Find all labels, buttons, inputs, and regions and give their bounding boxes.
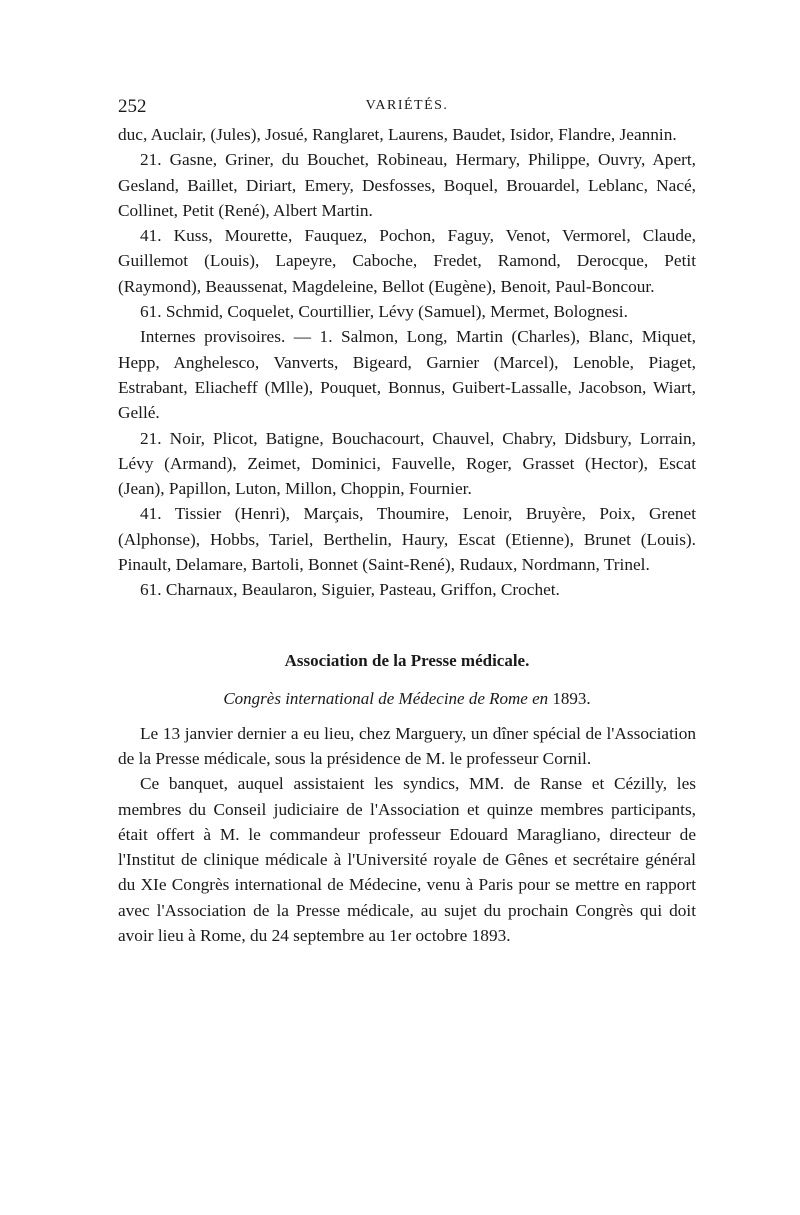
section-title: Association de la Presse médicale.	[284, 650, 530, 670]
press-association-section	[118, 649, 696, 949]
list-paragraph: 21. Noir, Plicot, Batigne, Bouchacourt, Chauvel, Chabry, Didsbury, Lorrain, Lévy (Armand), Zeimet, Dominici, Fauvelle, Roger, Grasset (Hector), Escat (Jean), Papillon, Luton, Millon, Choppin, Fournier.	[118, 428, 696, 499]
list-paragraph: 41. Kuss, Mourette, Fauquez, Pochon, Faguy, Venot, Vermorel, Claude, Guillemot (Louis), Lapeyre, Caboche, Fredet, Ramond, Derocque, Petit (Raymond), Beaussenat, Magdeleine, Bellot (Eugène), Benoit, Paul-Boncour.	[118, 226, 696, 296]
running-head	[118, 96, 696, 122]
list-paragraph: duc, Auclair, (Jules), Josué, Ranglaret, Laurens, Baudet, Isidor, Flandre, Jeannin.	[118, 125, 677, 144]
list-paragraph: 41. Tissier (Henri), Marçais, Thoumire, Lenoir, Bruyère, Poix, Grenet (Alphonse), Hobbs, Tariel, Berthelin, Haury, Escat (Etienne), Brunet (Louis). Pinault, Delamare, Bartoli, Bonnet (Saint-René), Rudaux, Nordmann, Trinel.	[118, 504, 696, 575]
list-paragraph: Internes provisoires. — 1. Salmon, Long, Martin (Charles), Blanc, Miquet, Hepp, Anghelesco, Vanverts, Bigeard, Garnier (Marcel), Lenoble, Piaget, Estrabant, Eliacheff (Mlle), Pouquet, Bonnus, Guibert-Lassalle, Jacobson, Wiart, Gellé.	[118, 327, 696, 423]
page-number: 252	[118, 96, 147, 117]
subtitle-text: Congrès international de Médecine de Rome en	[223, 688, 549, 708]
subtitle-year: 1893.	[552, 688, 591, 708]
section-subtitle	[118, 687, 696, 711]
list-paragraph: 61. Charnaux, Beaularon, Siguier, Pasteau, Griffon, Crochet.	[140, 580, 560, 600]
running-title: VARIÉTÉS.	[365, 98, 449, 113]
body-paragraph: Le 13 janvier dernier a eu lieu, chez Marguery, un dîner spécial de l'Association de la Presse médicale, sous la présidence de M. le professeur Cornil.	[118, 723, 696, 768]
list-paragraph: 61. Schmid, Coquelet, Courtillier, Lévy (Samuel), Mermet, Bolognesi.	[140, 302, 628, 322]
body-paragraph: Ce banquet, auquel assistaient les syndics, MM. de Ranse et Cézilly, les membres du Conseil judiciaire de l'Association et quinze membres participants, était offert à M. le commandeur professeur Edouard Maragliano, directeur de l'Institut de clinique médicale à l'Université royale de Gênes et secrétaire général du XIe Congrès international de Médecine, venu à Paris pour se mettre en rapport avec l'Association de la Presse médicale, au sujet du prochain Congrès qui doit avoir lieu à Rome, du 24 septembre au 1er octobre 1893.	[118, 774, 696, 946]
list-paragraph: 21. Gasne, Griner, du Bouchet, Robineau, Hermary, Philippe, Ouvry, Apert, Gesland, Baillet, Diriart, Emery, Desfosses, Boquel, Brouardel, Leblanc, Nacé, Collinet, Petit (René), Albert Martin.	[118, 150, 696, 220]
page-body	[118, 96, 696, 948]
